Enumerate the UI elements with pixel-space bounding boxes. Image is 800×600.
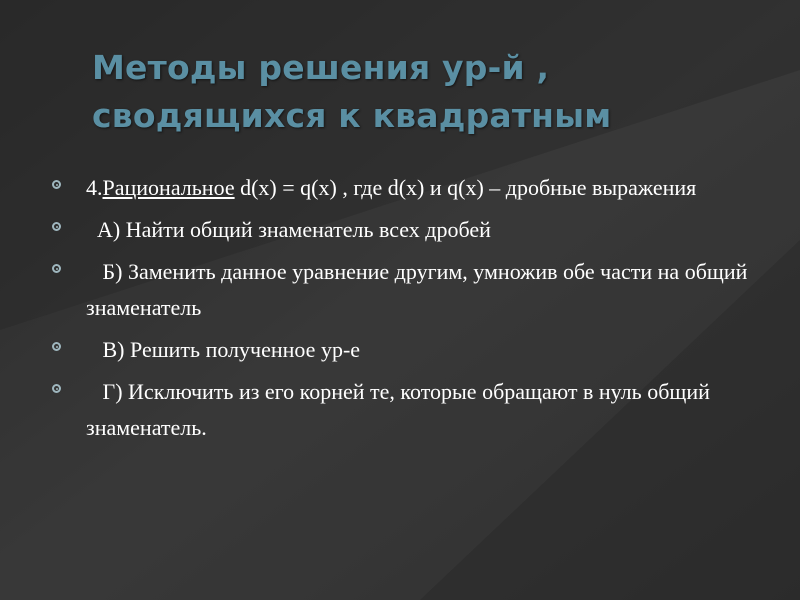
bullet-text: Б) Заменить данное уравнение другим, умножив обе части на общий знаменатель <box>86 259 748 320</box>
bullet-text: В) Решить полученное ур-е <box>102 337 361 362</box>
bullet-item-v <box>48 332 748 368</box>
bullet-text: А) Найти общий знаменатель всех дробей <box>97 217 491 242</box>
bullet-text: Г) Исключить из его корней те, которые обращают в нуль общий знаменатель. <box>86 379 710 440</box>
bullet-text: d(x) = q(x) , где d(x) и q(x) – дробные выражения <box>234 175 697 200</box>
title-line-1: Методы решения ур-й , <box>92 48 550 87</box>
bullet-item-a <box>48 212 748 248</box>
bullet-icon <box>52 384 61 393</box>
bullet-icon <box>52 342 61 351</box>
bullet-icon <box>52 180 61 189</box>
bullet-item-g <box>48 374 748 446</box>
bullet-icon <box>52 264 61 273</box>
bullet-underlined-term: Рациональное <box>102 175 235 200</box>
slide-title <box>92 44 772 140</box>
bullet-icon <box>52 222 61 231</box>
bullet-prefix: 4. <box>86 175 103 200</box>
bullet-item-b <box>48 254 748 326</box>
bullet-list <box>48 170 748 452</box>
title-line-2: сводящихся к квадратным <box>92 96 612 135</box>
bullet-item-rational <box>48 170 748 206</box>
